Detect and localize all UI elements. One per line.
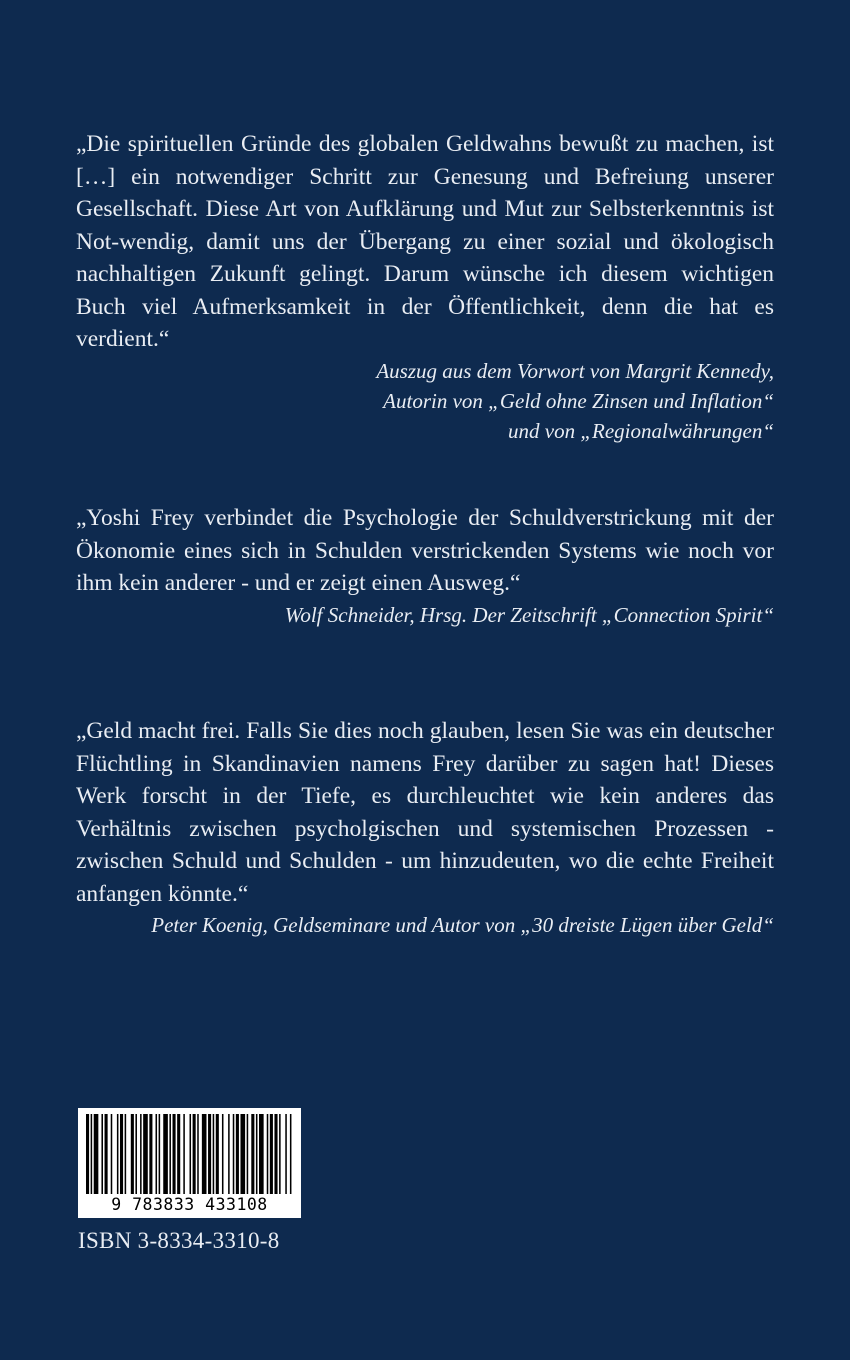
quote-attribution-line: Wolf Schneider, Hrsg. Der Zeitschrift „Connection Spirit“: [284, 602, 774, 627]
barcode-bar: [135, 1114, 137, 1194]
barcode-bar: [236, 1114, 239, 1194]
barcode-bar: [274, 1114, 277, 1194]
isbn-label: ISBN 3-8334-3310-8: [78, 1228, 280, 1253]
quote-text: „Geld macht frei. Falls Sie dies noch glauben, lesen Sie was ein deutscher Flüchtling in Skandinavien namens Frey darüber zu sagen hat! Dieses Werk forscht in der Tiefe, es durchleuchtet wie kein anderes das Verhältnis zwischen psycholgischen und systemischen Prozessen - zwischen Schuld und Schulden - um hinzudeuten, wo die echte Freiheit anfangen könnte.“: [76, 718, 774, 907]
quote-koenig: [76, 715, 774, 940]
barcode-bar: [91, 1114, 93, 1194]
barcode-bar: [94, 1114, 99, 1194]
barcode-bar: [101, 1114, 103, 1194]
barcode-bar: [285, 1114, 287, 1194]
barcode-bar: [228, 1114, 230, 1194]
barcode-bar: [125, 1114, 127, 1194]
barcode-bar: [222, 1114, 224, 1194]
barcode-bar: [156, 1114, 158, 1194]
barcode-bar: [111, 1114, 113, 1194]
barcode-bar: [256, 1114, 258, 1194]
barcode-bar: [233, 1114, 235, 1194]
barcode-bar: [213, 1114, 215, 1194]
barcode-bar: [183, 1114, 185, 1194]
quote-text: „Die spirituellen Gründe des globalen Geldwahns bewußt zu machen, ist […] ein notwendiger Schritt zur Genesung und Befreiung unserer Gesellschaft. Diese Art von Aufklärung und Mut zur Selbsterkenntnis ist Not-wendig, damit uns der Übergang zu einer sozial und ökologisch nachhaltigen Zukunft gelingt. Darum wünsche ich diesem wichtigen Buch viel Aufmerksamkeit in der Öffentlichkeit, denn die hat es verdient.“: [76, 131, 774, 352]
barcode: [78, 1108, 301, 1218]
barcode-bar: [267, 1114, 269, 1194]
barcode-bar: [202, 1114, 207, 1194]
barcode-bar: [251, 1114, 254, 1194]
barcode-bar: [143, 1114, 148, 1194]
barcode-bars: [86, 1114, 293, 1194]
barcode-bar: [240, 1114, 245, 1194]
barcode-bar: [120, 1114, 123, 1194]
barcode-bar: [105, 1114, 108, 1194]
barcode-bar: [279, 1114, 281, 1194]
barcode-bar: [270, 1114, 273, 1194]
quote-kennedy: [76, 128, 774, 446]
barcode-bar: [290, 1114, 292, 1194]
barcode-bar: [149, 1114, 152, 1194]
barcode-bar: [208, 1114, 211, 1194]
barcode-bar: [190, 1114, 192, 1194]
barcode-bar: [117, 1114, 119, 1194]
barcode-bar: [177, 1114, 180, 1194]
quote-schneider: [76, 502, 774, 630]
barcode-bar: [159, 1114, 161, 1194]
barcode-bar: [216, 1114, 219, 1194]
quote-text: „Yoshi Frey verbindet die Psychologie der Schuldverstrickung mit der Ökonomie eines sich in Schulden verstrickenden Systems wie noch vor ihm kein anderer - und er zeigt einen Ausweg.“: [76, 505, 774, 596]
quote-attribution-line: Auszug aus dem Vorwort von Margrit Kennedy,: [376, 358, 774, 383]
barcode-bar: [259, 1114, 264, 1194]
quote-attribution-line: Peter Koenig, Geldseminare und Autor von „30 dreiste Lügen über Geld“: [151, 913, 774, 937]
barcode-bar: [131, 1114, 134, 1194]
barcode-bar: [247, 1114, 249, 1194]
barcode-bar: [193, 1114, 196, 1194]
barcode-bar: [197, 1114, 199, 1194]
quote-attribution-line: Autorin von „Geld ohne Zinsen und Inflation“: [383, 388, 774, 413]
barcode-bar: [86, 1114, 89, 1194]
barcode-bar: [163, 1114, 168, 1194]
barcode-digits: 9 783833 433108: [111, 1195, 268, 1214]
barcode-bar: [169, 1114, 171, 1194]
barcode-bar: [173, 1114, 176, 1194]
quote-attribution-line: und von „Regionalwährungen“: [508, 418, 774, 443]
barcode-bar: [140, 1114, 142, 1194]
